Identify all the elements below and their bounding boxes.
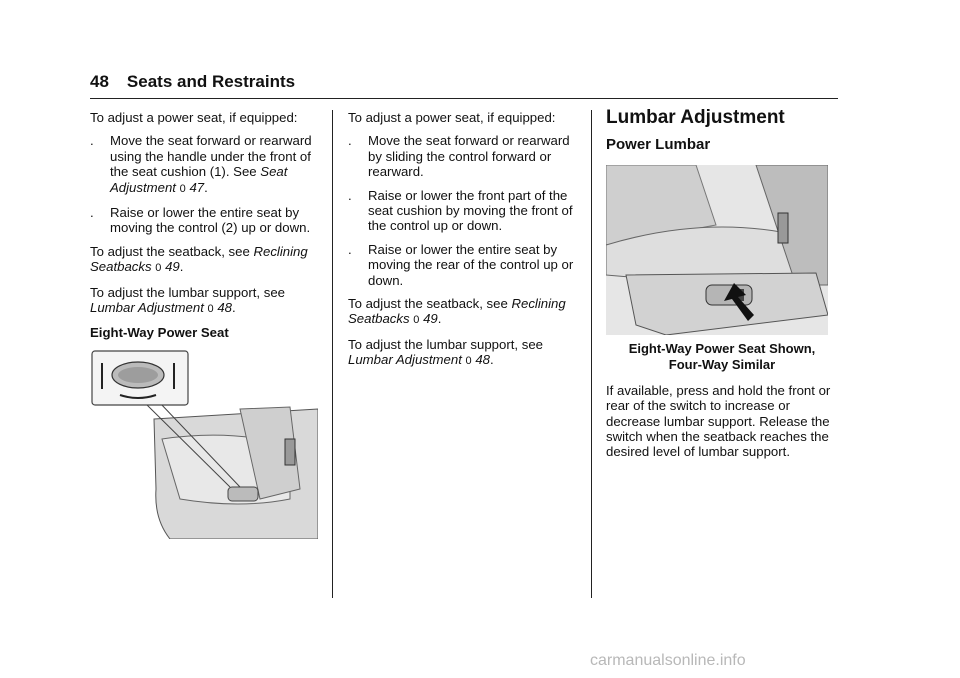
xref-seat-adjustment[interactable]: Seat Adjustment (110, 164, 288, 195)
section-subheading: Power Lumbar (606, 136, 711, 154)
lumbar-instructions: If available, press and hold the front or rear of the switch to increase or decrease lumbar support. Release the switch when the seatback reaches the desired level of lumbar support. (606, 382, 831, 460)
bullet-text: Raise or lower the entire seat by moving the rear of the control up or down. (368, 241, 574, 288)
bullet-dot: . (90, 133, 94, 149)
bullet-text (110, 133, 322, 197)
page-ref-arrow-icon: 0 (465, 355, 472, 368)
col2-bullet-1 (348, 133, 580, 179)
col1-intro: To adjust a power seat, if equipped: (90, 110, 298, 125)
bullet-dot: . (348, 133, 352, 149)
xref-lumbar-adjustment[interactable]: Lumbar Adjustment (90, 300, 204, 316)
bullet-text-main: Move the seat forward or rearward using the handle under the front of the seat cushion (1). See (110, 133, 312, 180)
caption-line-2: Four-Way Similar (668, 356, 776, 372)
bullet-dot: . (90, 205, 94, 221)
bullet-text: Raise or lower the entire seat by moving the control (2) up or down. (110, 205, 311, 236)
page-ref-arrow-icon: 0 (179, 182, 186, 195)
col1-figure-title: Eight-Way Power Seat (90, 325, 229, 341)
seatback-text: To adjust the seatback, see (90, 243, 254, 259)
watermark: carmanualsonline.info (590, 652, 746, 669)
eight-way-seat-illustration (90, 349, 318, 539)
caption-line-1: Eight-Way Power Seat Shown, (628, 340, 816, 356)
page-ref-arrow-icon: 0 (155, 262, 162, 275)
lumbar-text: To adjust the lumbar support, see (90, 284, 285, 300)
bullet-text: Raise or lower the front part of the seat cushion by moving the front of the control up or down. (368, 187, 573, 234)
xref-lumbar-adjustment[interactable]: Lumbar Adjustment (348, 352, 462, 368)
col2-seatback-text: To adjust the seatback, see Reclining Seatbacks 0 49. (348, 296, 566, 327)
column-divider-2 (591, 110, 592, 598)
col1-lumbar-text: To adjust the lumbar support, see Lumbar Adjustment 0 48. (90, 284, 285, 316)
section-heading: Lumbar Adjustment (606, 107, 785, 128)
xref-reclining-seatbacks[interactable]: Reclining Seatbacks (348, 296, 566, 327)
section-title: Seats and Restraints (126, 72, 296, 91)
col1-bullet-1 (90, 133, 322, 197)
power-lumbar-seat-illustration (606, 165, 828, 335)
page-ref-arrow-icon: 0 (413, 314, 420, 327)
col2-lumbar-text: To adjust the lumbar support, see Lumbar Adjustment 0 48. (348, 336, 543, 368)
column-divider-1 (332, 110, 333, 598)
page-number: 48 (90, 72, 109, 91)
xref-page[interactable]: 48 (475, 352, 490, 368)
seatback-text: To adjust the seatback, see (348, 296, 512, 312)
bullet-text: Move the seat forward or rearward by sliding the control forward or rearward. (368, 133, 570, 180)
lumbar-text: To adjust the lumbar support, see (348, 336, 543, 352)
page-ref-arrow-icon: 0 (207, 303, 214, 316)
bullet-dot: . (348, 187, 352, 203)
xref-page[interactable]: 47 (189, 179, 205, 195)
column-1 (90, 110, 322, 539)
col2-intro: To adjust a power seat, if equipped: (348, 110, 556, 125)
xref-page[interactable]: 49 (423, 311, 438, 327)
bullet-dot: . (348, 241, 352, 257)
page-header (90, 72, 295, 92)
col1-bullet-2 (90, 205, 322, 236)
xref-page[interactable]: 48 (217, 300, 232, 316)
figure-caption (606, 341, 838, 373)
xref-page[interactable]: 49 (165, 259, 180, 275)
col2-bullet-2 (348, 188, 580, 234)
col1-seatback-text: To adjust the seatback, see Reclining Seatbacks 0 49. (90, 243, 308, 275)
column-3 (606, 107, 838, 468)
column-2 (348, 110, 580, 378)
header-rule (90, 98, 838, 99)
bullet-end: . (204, 179, 208, 195)
xref-reclining-seatbacks[interactable]: Reclining Seatbacks (90, 243, 308, 275)
col2-bullet-3 (348, 242, 580, 288)
